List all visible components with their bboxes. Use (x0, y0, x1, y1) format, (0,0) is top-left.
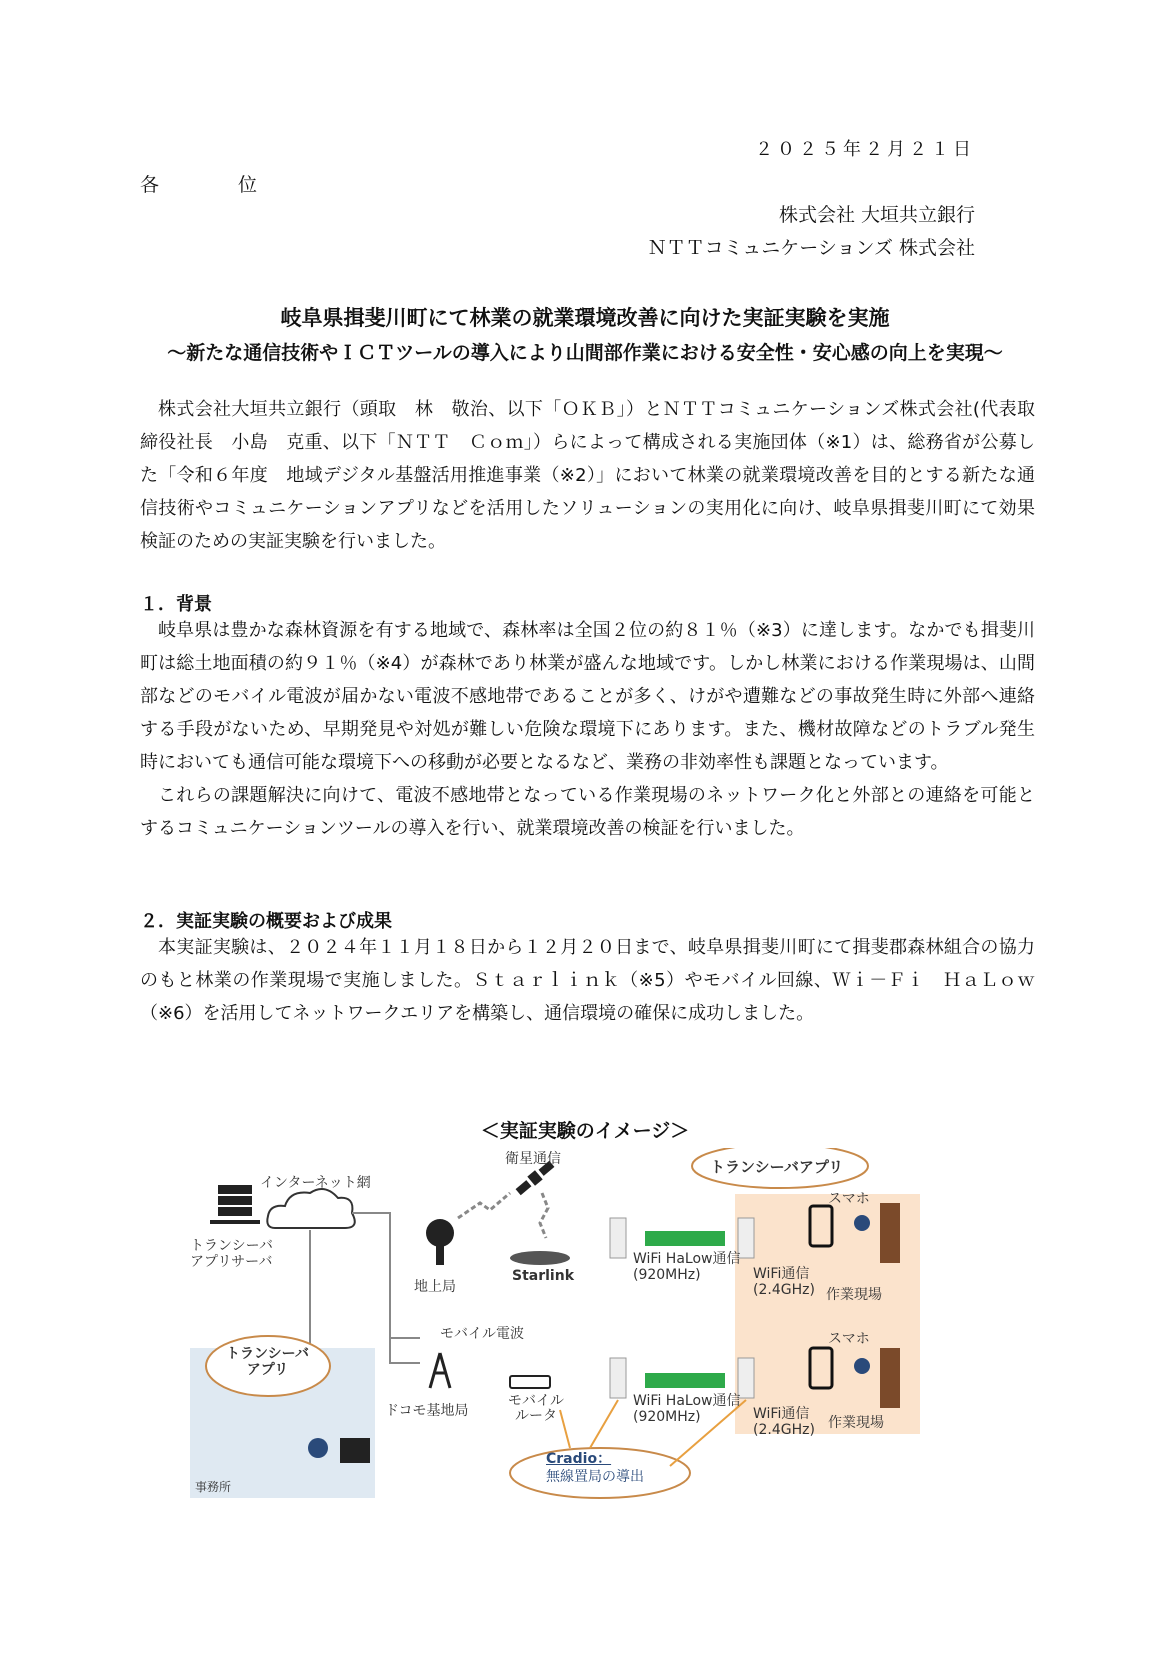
office-monitor-icon (340, 1438, 370, 1463)
network-diagram (190, 1148, 990, 1568)
section2-body (140, 931, 1035, 1030)
section1-para2: これらの課題解決に向けて、電波不感地帯となっている作業現場のネットワーク化と外部との連絡を可能とするコミュニケーションツールの導入を行い、就業環境改善の検証を行いました。 (140, 785, 1035, 839)
label-transceiver-app: トランシーバアプリ (710, 1158, 844, 1176)
office-worker-icon (308, 1438, 328, 1458)
cloud-icon (267, 1189, 354, 1228)
docomo-tower-icon (430, 1353, 450, 1388)
tree-icon-1 (880, 1203, 900, 1263)
label-smartphone-1: スマホ (828, 1191, 870, 1207)
label-worksite-1: 作業現場 (826, 1287, 882, 1303)
label-worksite-2: 作業現場 (828, 1415, 884, 1431)
addressee: 各 位 (140, 174, 288, 196)
label-halow-2: WiFi HaLow通信 (920MHz) (633, 1393, 741, 1425)
server-icon (210, 1185, 260, 1224)
label-wifi-1: WiFi通信 (2.4GHz) (753, 1266, 815, 1298)
document-date: ２０２５年２月２１日 (755, 139, 975, 160)
section2-para1: 本実証実験は、２０２４年１１月１８日から１２月２０日まで、岐阜県揖斐川町にて揖斐郡森林組合の協力のもと林業の作業現場で実施しました。Ｓｔａｒｌｉｎｋ（※5）やモバイル回線、Ｗｉ－Ｆｉ ＨａＬｏｗ（※6）を活用してネットワークエリアを構築し、通信環境の確保に成功しました。 (140, 937, 1035, 1024)
intro-text: 株式会社大垣共立銀行（頭取 林 敬治、以下「ＯＫＢ」）とＮＴＴコミュニケーションズ株式会社(代表取締役社長 小島 克重、以下「ＮＴＴ Ｃｏｍ」）らによって構成される実施団体（※1）は、総務省が公募した「令和６年度 地域デジタル基盤活用推進事業（※2）」において林業の就業環境改善を目的とする新たな通信技術やコミュニケーションアプリなどを活用したソリューションの実用化に向け、岐阜県揖斐川町にて効果検証のための実証実験を行いました。 (140, 399, 1035, 552)
label-docomo: ドコモ基地局 (385, 1403, 469, 1419)
ap-3 (610, 1358, 626, 1398)
label-server: トランシーバ アプリサーバ (190, 1238, 273, 1270)
intro-paragraph (140, 393, 1035, 558)
section1-para1: 岐阜県は豊かな森林資源を有する地域で、森林率は全国２位の約８１％（※3）に達します。なかでも揖斐川町は総土地面積の約９１％（※4）が森林であり林業が盛んな地域です。しかし林業における作業現場は、山間部などのモバイル電波が届かない電波不感地帯であることが多く、けがや遭難などの事故発生時に外部へ連絡する手段がないため、早期発見や対処が難しい危険な環境下にあります。また、機材故障などのトラブル発生時においても通信可能な環境下への移動が必要となるなど、業務の非効率性も課題となっています。 (140, 620, 1035, 773)
worker-icon-1 (854, 1215, 870, 1231)
label-ground-station: 地上局 (414, 1279, 456, 1295)
worker-icon-2 (854, 1358, 870, 1374)
ground-station-icon (426, 1219, 454, 1265)
label-halow-1: WiFi HaLow通信 (920MHz) (633, 1251, 741, 1283)
mobile-router-icon (510, 1376, 550, 1388)
starlink-dish-icon (510, 1251, 570, 1265)
figure-title: ＜実証実験のイメージ＞ (480, 1120, 690, 1142)
diagram-graphics (190, 1148, 990, 1568)
label-mobile-wave: モバイル電波 (440, 1326, 524, 1342)
label-internet: インターネット網 (260, 1175, 371, 1191)
label-smartphone-2: スマホ (828, 1331, 870, 1347)
tree-icon-2 (880, 1348, 900, 1408)
section2-heading: ２．実証実験の概要および成果 (140, 911, 392, 932)
halow-bar-2 (645, 1373, 725, 1388)
label-wifi-2: WiFi通信 (2.4GHz) (753, 1406, 815, 1438)
ap-1 (610, 1218, 626, 1258)
label-satellite: 衛星通信 (505, 1151, 561, 1167)
label-starlink: Starlink (512, 1268, 575, 1284)
company-okb: 株式会社 大垣共立銀行 (778, 204, 975, 226)
label-cradio: Cradio： (546, 1451, 612, 1467)
label-office-app: トランシーバ アプリ (226, 1346, 309, 1378)
ap-4 (738, 1358, 754, 1398)
section1-heading: １．背景 (140, 594, 212, 615)
page-title: 岐阜県揖斐川町にて林業の就業環境改善に向けた実証実験を実施 (280, 306, 890, 330)
label-mobile-router: モバイル ルータ (508, 1393, 564, 1424)
section1-body (140, 614, 1035, 845)
company-nttcom: ＮＴＴコミュニケーションズ 株式会社 (647, 237, 975, 259)
page-subtitle: ～新たな通信技術やＩＣＴツールの導入により山間部作業における安全性・安心感の向上を実現～ (167, 342, 1003, 364)
label-cradio-desc: 無線置局の導出 (546, 1469, 644, 1485)
label-office: 事務所 (195, 1480, 232, 1494)
halow-bar-1 (645, 1231, 725, 1246)
